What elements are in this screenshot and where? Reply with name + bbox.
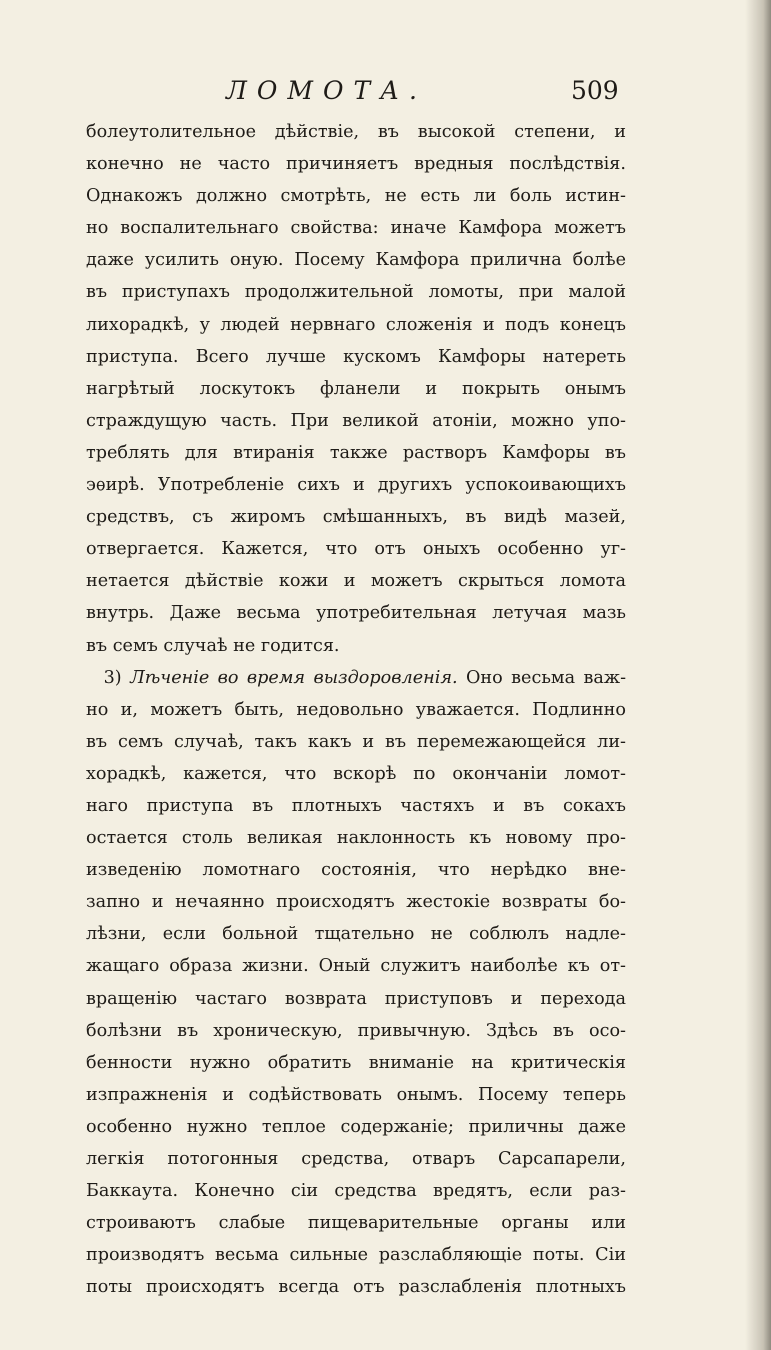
paragraph-end-line: въ семъ случаѣ не годится. xyxy=(86,635,340,656)
text-line: болѣзни въ хроническую, привычную. Здѣсь въ осо- xyxy=(86,1020,626,1041)
text-line: приступа. Всего лучше кускомъ Камфоры натереть xyxy=(86,346,626,367)
text-line: страждущую часть. При великой атоніи, можно упо- xyxy=(86,410,626,431)
text-line: конечно не часто причиняетъ вредныя послѣдствія. xyxy=(86,154,626,175)
text-line: Баккаута. Конечно сіи средства вредятъ, если раз- xyxy=(86,1181,626,1202)
text-line: производятъ весьма сильные разслабляющіе поты. Сіи xyxy=(86,1245,626,1266)
text-line: но и, можетъ быть, недовольно уважается. Подлинно xyxy=(86,699,626,720)
text-line: въ семъ случаѣ, такъ какъ и въ перемежающейся ли- xyxy=(86,731,626,752)
text-line: отвергается. Кажется, что отъ оныхъ особенно уг- xyxy=(86,539,626,560)
page-header xyxy=(0,76,771,116)
text-line: бенности нужно обратить вниманіе на критическія xyxy=(86,1052,626,1073)
text-line: нетается дѣйствіе кожи и можетъ скрыться ломота xyxy=(86,571,626,592)
text-line: особенно нужно теплое содержаніе; приличны даже xyxy=(86,1116,626,1137)
body-text xyxy=(86,116,626,1303)
running-title: ЛОМОТА. xyxy=(226,76,428,105)
section-title: Лѣченіе во время выздоровленія. xyxy=(130,667,458,688)
text-line: поты происходятъ всегда отъ разслабленія плотныхъ xyxy=(86,1277,626,1298)
text-line: нагрѣтый лоскутокъ фланели и покрыть онымъ xyxy=(86,378,626,399)
text-line: остается столь великая наклонность къ новому про- xyxy=(86,828,626,849)
text-line: запно и нечаянно происходятъ жестокіе возвраты бо- xyxy=(86,892,626,913)
text-line: наго приступа въ плотныхъ частяхъ и въ сокахъ xyxy=(86,795,626,816)
page-number: 509 xyxy=(571,76,619,105)
text-line: лѣзни, если больной тщательно не соблюлъ надле- xyxy=(86,924,626,945)
text-line: но воспалительнаго свойства: иначе Камфора можетъ xyxy=(86,218,626,239)
text-line: вращенію частаго возврата приступовъ и перехода xyxy=(86,988,626,1009)
section-first-line-rest: Оно весьма важ- xyxy=(466,667,627,688)
text-line: даже усилить оную. Посему Камфора прилична болѣе xyxy=(86,250,626,271)
text-line: средствъ, съ жиромъ смѣшанныхъ, въ видѣ мазей, xyxy=(86,507,626,528)
text-line: лихорадкѣ, у людей нервнаго сложенія и подъ конецъ xyxy=(86,314,626,335)
text-line: строиваютъ слабые пищеварительные органы или xyxy=(86,1213,626,1234)
text-line: болеутолительное дѣйствіе, въ высокой степени, и xyxy=(86,122,626,142)
text-line: изведенію ломотнаго состоянія, что нерѣдко вне- xyxy=(86,860,626,881)
text-line: хорадкѣ, кажется, что вскорѣ по окончаніи ломот- xyxy=(86,763,626,784)
page-edge-shadow xyxy=(745,0,771,1350)
section-number: 3) xyxy=(103,667,122,688)
text-line: въ приступахъ продолжительной ломоты, при малой xyxy=(86,282,626,303)
text-line: изпражненія и содѣйствовать онымъ. Посему теперь xyxy=(86,1084,626,1105)
text-line: эѳирѣ. Употребленіе сихъ и другихъ успокоивающихъ xyxy=(86,475,626,496)
text-line: Однакожъ должно смотрѣть, не есть ли боль истин- xyxy=(86,186,626,207)
text-line: треблять для втиранія также растворъ Камфоры въ xyxy=(86,442,626,463)
text-line: внутрь. Даже весьма употребительная летучая мазь xyxy=(86,603,626,624)
section-heading-line xyxy=(86,662,626,694)
text-line: легкія потогонныя средства, отваръ Сарсапарели, xyxy=(86,1149,626,1169)
text-line: жащаго образа жизни. Оный служитъ наиболѣе къ от- xyxy=(86,956,626,977)
